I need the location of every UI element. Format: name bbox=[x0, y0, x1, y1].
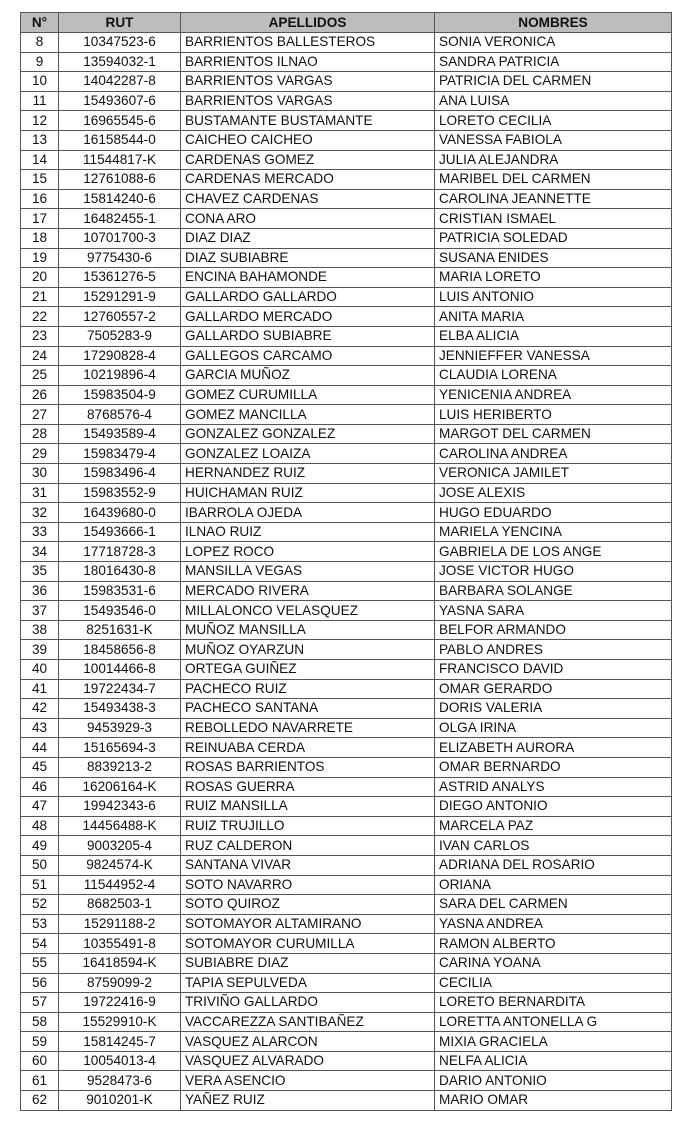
table-row bbox=[21, 993, 672, 1013]
table-row bbox=[21, 973, 672, 993]
row-rut: 10355491-8 bbox=[59, 934, 181, 954]
row-apellidos: DIAZ DIAZ bbox=[181, 228, 435, 248]
row-apellidos: SOTO NAVARRO bbox=[181, 875, 435, 895]
row-apellidos: MILLALONCO VELASQUEZ bbox=[181, 601, 435, 621]
row-nombres: MARIO OMAR bbox=[435, 1091, 672, 1111]
row-number: 16 bbox=[21, 189, 59, 209]
row-rut: 9010201-K bbox=[59, 1091, 181, 1111]
table-row bbox=[21, 777, 672, 797]
row-number: 9 bbox=[21, 52, 59, 72]
row-nombres: OMAR GERARDO bbox=[435, 679, 672, 699]
row-rut: 15529910-K bbox=[59, 1012, 181, 1032]
table-row bbox=[21, 581, 672, 601]
row-number: 41 bbox=[21, 679, 59, 699]
row-rut: 16206164-K bbox=[59, 777, 181, 797]
row-nombres: LORETO BERNARDITA bbox=[435, 993, 672, 1013]
table-row bbox=[21, 189, 672, 209]
row-apellidos: REBOLLEDO NAVARRETE bbox=[181, 718, 435, 738]
row-nombres: BELFOR ARMANDO bbox=[435, 620, 672, 640]
row-nombres: JULIA ALEJANDRA bbox=[435, 150, 672, 170]
row-apellidos: REINUABA CERDA bbox=[181, 738, 435, 758]
row-apellidos: LOPEZ ROCO bbox=[181, 542, 435, 562]
row-rut: 13594032-1 bbox=[59, 52, 181, 72]
row-rut: 9528473-6 bbox=[59, 1071, 181, 1091]
row-rut: 14042287-8 bbox=[59, 72, 181, 92]
row-apellidos: GALLARDO GALLARDO bbox=[181, 287, 435, 307]
table-row bbox=[21, 757, 672, 777]
table-row bbox=[21, 816, 672, 836]
table-row bbox=[21, 228, 672, 248]
row-number: 62 bbox=[21, 1091, 59, 1111]
row-number: 13 bbox=[21, 130, 59, 150]
row-rut: 8768576-4 bbox=[59, 405, 181, 425]
row-number: 21 bbox=[21, 287, 59, 307]
row-rut: 15814240-6 bbox=[59, 189, 181, 209]
header-number: N° bbox=[21, 13, 59, 33]
row-rut: 16418594-K bbox=[59, 953, 181, 973]
row-number: 40 bbox=[21, 660, 59, 680]
row-number: 27 bbox=[21, 405, 59, 425]
row-apellidos: VASQUEZ ALARCON bbox=[181, 1032, 435, 1052]
row-number: 23 bbox=[21, 326, 59, 346]
row-number: 43 bbox=[21, 718, 59, 738]
row-apellidos: GONZALEZ LOAIZA bbox=[181, 444, 435, 464]
row-rut: 10347523-6 bbox=[59, 33, 181, 53]
table-row bbox=[21, 385, 672, 405]
row-apellidos: ORTEGA GUIÑEZ bbox=[181, 660, 435, 680]
row-number: 26 bbox=[21, 385, 59, 405]
row-apellidos: BARRIENTOS VARGAS bbox=[181, 91, 435, 111]
table-row bbox=[21, 424, 672, 444]
table-row bbox=[21, 366, 672, 386]
row-number: 34 bbox=[21, 542, 59, 562]
row-apellidos: GARCIA MUÑOZ bbox=[181, 366, 435, 386]
row-rut: 15493546-0 bbox=[59, 601, 181, 621]
row-nombres: IVAN CARLOS bbox=[435, 836, 672, 856]
row-rut: 14456488-K bbox=[59, 816, 181, 836]
table-row bbox=[21, 326, 672, 346]
row-number: 20 bbox=[21, 268, 59, 288]
table-row bbox=[21, 346, 672, 366]
row-rut: 15493607-6 bbox=[59, 91, 181, 111]
row-apellidos: VERA ASENCIO bbox=[181, 1071, 435, 1091]
row-nombres: ANA LUISA bbox=[435, 91, 672, 111]
row-apellidos: BARRIENTOS VARGAS bbox=[181, 72, 435, 92]
row-rut: 15983496-4 bbox=[59, 464, 181, 484]
row-nombres: CLAUDIA LORENA bbox=[435, 366, 672, 386]
row-apellidos: CHAVEZ CARDENAS bbox=[181, 189, 435, 209]
row-rut: 18458656-8 bbox=[59, 640, 181, 660]
row-apellidos: PACHECO SANTANA bbox=[181, 699, 435, 719]
row-nombres: ANITA MARIA bbox=[435, 307, 672, 327]
row-nombres: SARA DEL CARMEN bbox=[435, 895, 672, 915]
row-apellidos: SOTO QUIROZ bbox=[181, 895, 435, 915]
row-nombres: JOSE ALEXIS bbox=[435, 483, 672, 503]
row-rut: 15493666-1 bbox=[59, 522, 181, 542]
row-nombres: GABRIELA DE LOS ANGE bbox=[435, 542, 672, 562]
table-row bbox=[21, 953, 672, 973]
row-number: 57 bbox=[21, 993, 59, 1013]
row-nombres: MARIA LORETO bbox=[435, 268, 672, 288]
row-nombres: LORETO CECILIA bbox=[435, 111, 672, 131]
row-rut: 9775430-6 bbox=[59, 248, 181, 268]
row-number: 51 bbox=[21, 875, 59, 895]
row-apellidos: CAICHEO CAICHEO bbox=[181, 130, 435, 150]
row-rut: 8251631-K bbox=[59, 620, 181, 640]
row-rut: 10014466-8 bbox=[59, 660, 181, 680]
row-rut: 15983504-9 bbox=[59, 385, 181, 405]
row-rut: 18016430-8 bbox=[59, 562, 181, 582]
row-rut: 8682503-1 bbox=[59, 895, 181, 915]
row-number: 60 bbox=[21, 1051, 59, 1071]
row-apellidos: ILNAO RUIZ bbox=[181, 522, 435, 542]
table-row bbox=[21, 855, 672, 875]
row-number: 19 bbox=[21, 248, 59, 268]
row-rut: 19722434-7 bbox=[59, 679, 181, 699]
row-nombres: LUIS ANTONIO bbox=[435, 287, 672, 307]
row-apellidos: VACCAREZZA SANTIBAÑEZ bbox=[181, 1012, 435, 1032]
row-nombres: PATRICIA DEL CARMEN bbox=[435, 72, 672, 92]
row-number: 42 bbox=[21, 699, 59, 719]
table-row bbox=[21, 483, 672, 503]
row-nombres: MARIELA YENCINA bbox=[435, 522, 672, 542]
row-apellidos: GONZALEZ GONZALEZ bbox=[181, 424, 435, 444]
row-apellidos: RUIZ MANSILLA bbox=[181, 797, 435, 817]
table-row bbox=[21, 522, 672, 542]
row-apellidos: SUBIABRE DIAZ bbox=[181, 953, 435, 973]
row-nombres: ASTRID ANALYS bbox=[435, 777, 672, 797]
table-row bbox=[21, 875, 672, 895]
row-nombres: VERONICA JAMILET bbox=[435, 464, 672, 484]
row-nombres: YENICENIA ANDREA bbox=[435, 385, 672, 405]
row-rut: 15983552-9 bbox=[59, 483, 181, 503]
row-rut: 15983531-6 bbox=[59, 581, 181, 601]
header-apellidos: APELLIDOS bbox=[181, 13, 435, 33]
table-header bbox=[21, 13, 672, 33]
row-number: 38 bbox=[21, 620, 59, 640]
row-apellidos: VASQUEZ ALVARADO bbox=[181, 1051, 435, 1071]
table-row bbox=[21, 150, 672, 170]
row-rut: 19942343-6 bbox=[59, 797, 181, 817]
roster-table bbox=[20, 12, 672, 1111]
row-number: 56 bbox=[21, 973, 59, 993]
row-apellidos: MUÑOZ MANSILLA bbox=[181, 620, 435, 640]
table-row bbox=[21, 72, 672, 92]
row-nombres: DORIS VALERIA bbox=[435, 699, 672, 719]
row-number: 31 bbox=[21, 483, 59, 503]
row-nombres: OLGA IRINA bbox=[435, 718, 672, 738]
row-rut: 17290828-4 bbox=[59, 346, 181, 366]
row-nombres: LORETTA ANTONELLA G bbox=[435, 1012, 672, 1032]
row-number: 54 bbox=[21, 934, 59, 954]
row-nombres: SONIA VERONICA bbox=[435, 33, 672, 53]
row-nombres: DARIO ANTONIO bbox=[435, 1071, 672, 1091]
table-row bbox=[21, 1012, 672, 1032]
header-row bbox=[21, 13, 672, 33]
table-row bbox=[21, 914, 672, 934]
row-apellidos: GALLARDO MERCADO bbox=[181, 307, 435, 327]
row-nombres: CAROLINA ANDREA bbox=[435, 444, 672, 464]
table-row bbox=[21, 542, 672, 562]
table-row bbox=[21, 1051, 672, 1071]
row-number: 36 bbox=[21, 581, 59, 601]
row-nombres: VANESSA FABIOLA bbox=[435, 130, 672, 150]
row-apellidos: TRIVIÑO GALLARDO bbox=[181, 993, 435, 1013]
table-row bbox=[21, 33, 672, 53]
table-row bbox=[21, 699, 672, 719]
table-row bbox=[21, 444, 672, 464]
table-row bbox=[21, 620, 672, 640]
row-number: 24 bbox=[21, 346, 59, 366]
row-number: 33 bbox=[21, 522, 59, 542]
row-apellidos: CONA ARO bbox=[181, 209, 435, 229]
row-rut: 15493589-4 bbox=[59, 424, 181, 444]
row-nombres: SUSANA ENIDES bbox=[435, 248, 672, 268]
row-nombres: SANDRA PATRICIA bbox=[435, 52, 672, 72]
row-nombres: OMAR BERNARDO bbox=[435, 757, 672, 777]
table-row bbox=[21, 287, 672, 307]
row-apellidos: GOMEZ CURUMILLA bbox=[181, 385, 435, 405]
row-number: 30 bbox=[21, 464, 59, 484]
row-nombres: ELIZABETH AURORA bbox=[435, 738, 672, 758]
row-number: 18 bbox=[21, 228, 59, 248]
row-apellidos: GALLARDO SUBIABRE bbox=[181, 326, 435, 346]
table-row bbox=[21, 718, 672, 738]
row-rut: 17718728-3 bbox=[59, 542, 181, 562]
row-apellidos: CARDENAS MERCADO bbox=[181, 170, 435, 190]
row-nombres: MARCELA PAZ bbox=[435, 816, 672, 836]
row-number: 14 bbox=[21, 150, 59, 170]
row-nombres: ELBA ALICIA bbox=[435, 326, 672, 346]
row-apellidos: BARRIENTOS ILNAO bbox=[181, 52, 435, 72]
row-number: 45 bbox=[21, 757, 59, 777]
row-rut: 16158544-0 bbox=[59, 130, 181, 150]
row-number: 44 bbox=[21, 738, 59, 758]
table-row bbox=[21, 679, 672, 699]
row-nombres: CARINA YOANA bbox=[435, 953, 672, 973]
row-apellidos: MERCADO RIVERA bbox=[181, 581, 435, 601]
row-rut: 10701700-3 bbox=[59, 228, 181, 248]
row-apellidos: TAPIA SEPULVEDA bbox=[181, 973, 435, 993]
row-apellidos: HERNANDEZ RUIZ bbox=[181, 464, 435, 484]
row-nombres: CAROLINA JEANNETTE bbox=[435, 189, 672, 209]
row-number: 50 bbox=[21, 855, 59, 875]
row-rut: 15814245-7 bbox=[59, 1032, 181, 1052]
row-number: 17 bbox=[21, 209, 59, 229]
row-rut: 15361276-5 bbox=[59, 268, 181, 288]
table-row bbox=[21, 1032, 672, 1052]
row-rut: 9003205-4 bbox=[59, 836, 181, 856]
table-row bbox=[21, 91, 672, 111]
table-row bbox=[21, 268, 672, 288]
row-apellidos: IBARROLA OJEDA bbox=[181, 503, 435, 523]
row-rut: 16439680-0 bbox=[59, 503, 181, 523]
row-nombres: MARIBEL DEL CARMEN bbox=[435, 170, 672, 190]
row-number: 55 bbox=[21, 953, 59, 973]
table-row bbox=[21, 52, 672, 72]
row-rut: 8759099-2 bbox=[59, 973, 181, 993]
row-apellidos: RUIZ TRUJILLO bbox=[181, 816, 435, 836]
row-nombres: MARGOT DEL CARMEN bbox=[435, 424, 672, 444]
row-apellidos: CARDENAS GOMEZ bbox=[181, 150, 435, 170]
row-nombres: JENNIEFFER VANESSA bbox=[435, 346, 672, 366]
row-nombres: RAMON ALBERTO bbox=[435, 934, 672, 954]
row-number: 8 bbox=[21, 33, 59, 53]
row-apellidos: GOMEZ MANCILLA bbox=[181, 405, 435, 425]
row-number: 48 bbox=[21, 816, 59, 836]
table-row bbox=[21, 307, 672, 327]
table-row bbox=[21, 503, 672, 523]
table-row bbox=[21, 895, 672, 915]
header-nombres: NOMBRES bbox=[435, 13, 672, 33]
row-apellidos: BARRIENTOS BALLESTEROS bbox=[181, 33, 435, 53]
table-row bbox=[21, 934, 672, 954]
row-apellidos: BUSTAMANTE BUSTAMANTE bbox=[181, 111, 435, 131]
row-apellidos: SOTOMAYOR ALTAMIRANO bbox=[181, 914, 435, 934]
header-rut: RUT bbox=[59, 13, 181, 33]
row-rut: 15291188-2 bbox=[59, 914, 181, 934]
row-number: 37 bbox=[21, 601, 59, 621]
table-row bbox=[21, 738, 672, 758]
row-number: 39 bbox=[21, 640, 59, 660]
row-number: 28 bbox=[21, 424, 59, 444]
table-row bbox=[21, 464, 672, 484]
row-rut: 12760557-2 bbox=[59, 307, 181, 327]
row-nombres: ORIANA bbox=[435, 875, 672, 895]
row-rut: 9453929-3 bbox=[59, 718, 181, 738]
table-row bbox=[21, 170, 672, 190]
row-nombres: JOSE VICTOR HUGO bbox=[435, 562, 672, 582]
row-apellidos: ENCINA BAHAMONDE bbox=[181, 268, 435, 288]
row-apellidos: HUICHAMAN RUIZ bbox=[181, 483, 435, 503]
table-row bbox=[21, 405, 672, 425]
row-nombres: CECILIA bbox=[435, 973, 672, 993]
row-apellidos: MUÑOZ OYARZUN bbox=[181, 640, 435, 660]
row-apellidos: ROSAS GUERRA bbox=[181, 777, 435, 797]
row-rut: 10054013-4 bbox=[59, 1051, 181, 1071]
row-rut: 10219896-4 bbox=[59, 366, 181, 386]
table-row bbox=[21, 1071, 672, 1091]
row-apellidos: DIAZ SUBIABRE bbox=[181, 248, 435, 268]
row-nombres: PATRICIA SOLEDAD bbox=[435, 228, 672, 248]
row-number: 61 bbox=[21, 1071, 59, 1091]
table-body bbox=[21, 33, 672, 1111]
table-row bbox=[21, 562, 672, 582]
row-number: 58 bbox=[21, 1012, 59, 1032]
row-rut: 15493438-3 bbox=[59, 699, 181, 719]
row-number: 52 bbox=[21, 895, 59, 915]
row-number: 32 bbox=[21, 503, 59, 523]
row-nombres: YASNA SARA bbox=[435, 601, 672, 621]
row-apellidos: SOTOMAYOR CURUMILLA bbox=[181, 934, 435, 954]
row-apellidos: PACHECO RUIZ bbox=[181, 679, 435, 699]
row-nombres: FRANCISCO DAVID bbox=[435, 660, 672, 680]
row-apellidos: YAÑEZ RUIZ bbox=[181, 1091, 435, 1111]
row-number: 29 bbox=[21, 444, 59, 464]
row-number: 46 bbox=[21, 777, 59, 797]
table-row bbox=[21, 111, 672, 131]
row-nombres: YASNA ANDREA bbox=[435, 914, 672, 934]
row-number: 47 bbox=[21, 797, 59, 817]
row-nombres: MIXIA GRACIELA bbox=[435, 1032, 672, 1052]
row-number: 59 bbox=[21, 1032, 59, 1052]
row-apellidos: MANSILLA VEGAS bbox=[181, 562, 435, 582]
row-rut: 9824574-K bbox=[59, 855, 181, 875]
row-number: 15 bbox=[21, 170, 59, 190]
row-rut: 16482455-1 bbox=[59, 209, 181, 229]
row-number: 53 bbox=[21, 914, 59, 934]
row-nombres: PABLO ANDRES bbox=[435, 640, 672, 660]
row-apellidos: ROSAS BARRIENTOS bbox=[181, 757, 435, 777]
row-number: 25 bbox=[21, 366, 59, 386]
row-number: 10 bbox=[21, 72, 59, 92]
row-rut: 11544952-4 bbox=[59, 875, 181, 895]
row-nombres: ADRIANA DEL ROSARIO bbox=[435, 855, 672, 875]
row-rut: 8839213-2 bbox=[59, 757, 181, 777]
row-rut: 19722416-9 bbox=[59, 993, 181, 1013]
row-apellidos: GALLEGOS CARCAMO bbox=[181, 346, 435, 366]
table-row bbox=[21, 130, 672, 150]
row-rut: 12761088-6 bbox=[59, 170, 181, 190]
row-rut: 15983479-4 bbox=[59, 444, 181, 464]
row-rut: 16965545-6 bbox=[59, 111, 181, 131]
row-nombres: DIEGO ANTONIO bbox=[435, 797, 672, 817]
row-number: 12 bbox=[21, 111, 59, 131]
row-rut: 15291291-9 bbox=[59, 287, 181, 307]
table-row bbox=[21, 601, 672, 621]
table-row bbox=[21, 1091, 672, 1111]
table-row bbox=[21, 640, 672, 660]
row-nombres: HUGO EDUARDO bbox=[435, 503, 672, 523]
table-row bbox=[21, 660, 672, 680]
row-nombres: CRISTIAN ISMAEL bbox=[435, 209, 672, 229]
table-row bbox=[21, 797, 672, 817]
row-apellidos: RUZ CALDERON bbox=[181, 836, 435, 856]
row-nombres: NELFA ALICIA bbox=[435, 1051, 672, 1071]
table-row bbox=[21, 209, 672, 229]
row-number: 35 bbox=[21, 562, 59, 582]
row-number: 49 bbox=[21, 836, 59, 856]
row-rut: 15165694-3 bbox=[59, 738, 181, 758]
table-row bbox=[21, 836, 672, 856]
row-rut: 7505283-9 bbox=[59, 326, 181, 346]
row-number: 22 bbox=[21, 307, 59, 327]
row-nombres: LUIS HERIBERTO bbox=[435, 405, 672, 425]
row-nombres: BARBARA SOLANGE bbox=[435, 581, 672, 601]
row-apellidos: SANTANA VIVAR bbox=[181, 855, 435, 875]
table-row bbox=[21, 248, 672, 268]
row-number: 11 bbox=[21, 91, 59, 111]
row-rut: 11544817-K bbox=[59, 150, 181, 170]
